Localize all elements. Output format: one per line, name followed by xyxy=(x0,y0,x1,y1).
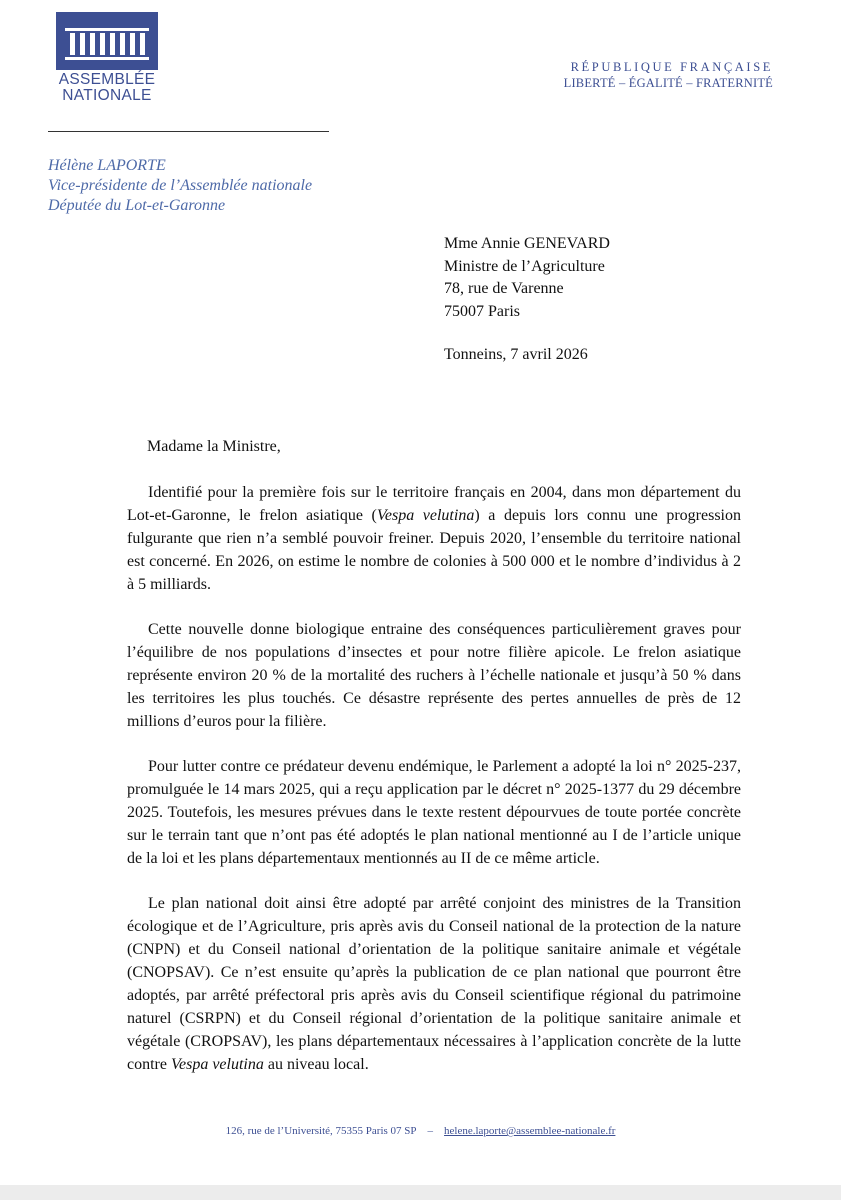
letter-body xyxy=(127,481,741,1098)
assemblee-columns-icon xyxy=(56,12,158,70)
footer-email-link[interactable]: helene.laporte@assemblee-nationale.fr xyxy=(444,1125,616,1137)
footer-address: 126, rue de l’Université, 75355 Paris 07 SP xyxy=(225,1125,417,1137)
salutation: Madame la Ministre, xyxy=(147,438,281,455)
footer-separator: – xyxy=(427,1125,434,1137)
paragraph-3: Pour lutter contre ce prédateur devenu endémique, le Parlement a adopté la loi n° 2025-237, promulguée le 14 mars 2025, qui a reçu application par le décret n° 2025-1377 du 29 décembre 2025. Toutefois, les mesures prévues dans le texte restent dépourvues de toute portée concrète sur le terrain tant que n’ont pas été adoptés le plan national mentionné au I de l’article unique de la loi et les plans départementaux mentionnés au II de ce même article. xyxy=(127,758,741,867)
recipient-city: 75007 Paris xyxy=(444,302,520,320)
page-bottom-edge xyxy=(0,1185,841,1200)
paragraph-1: Identifié pour la première fois sur le territoire français en 2004, dans mon département du Lot-et-Garonne, le frelon asiatique (Vespa velutina) a depuis lors connu une progression fulgurante que rien n’a semblé pouvoir freiner. Depuis 2020, l’ensemble du territoire national est concerné. En 2026, on estime le nombre de colonies à 500 000 et le nombre d’individus à 2 à 5 milliards. xyxy=(127,484,741,593)
species-name: Vespa velutina xyxy=(376,507,475,524)
recipient-street: 78, rue de Varenne xyxy=(444,280,564,297)
republic-motto: LIBERTÉ – ÉGALITÉ – FRATERNITÉ xyxy=(563,76,773,90)
sender-block xyxy=(48,156,312,216)
logo-line-1: ASSEMBLÉE xyxy=(58,71,156,88)
logo-wordmark xyxy=(55,72,159,104)
species-name: Vespa velutina xyxy=(170,1056,264,1073)
sender-title: Vice-présidente de l’Assemblée nationale xyxy=(48,177,313,194)
logo-line-2: NATIONALE xyxy=(62,87,152,104)
sender-role: Députée du Lot-et-Garonne xyxy=(48,197,226,214)
assemblee-nationale-logo xyxy=(55,12,159,104)
recipient-block xyxy=(444,233,610,323)
footer xyxy=(0,1124,841,1138)
letter-date: Tonneins, 7 avril 2026 xyxy=(444,346,588,363)
recipient-title: Ministre de l’Agriculture xyxy=(444,257,605,275)
paragraph-2: Cette nouvelle donne biologique entraine des conséquences particulièrement graves pour l’équilibre de nos populations d’insectes et pour notre filière apicole. Le frelon asiatique représente environ 20 % de la mortalité des ruchers à l’échelle nationale et jusqu’à 50 % dans les territoires les plus touchés. Ce désastre représente des pertes annuelles de près de 12 millions d’euros pour la filière. xyxy=(127,621,741,730)
header-divider xyxy=(48,131,329,132)
recipient-name: Mme Annie GENEVARD xyxy=(444,235,610,252)
republic-name: RÉPUBLIQUE FRANÇAISE xyxy=(570,60,773,74)
sender-name: Hélène LAPORTE xyxy=(48,157,166,174)
republic-header xyxy=(564,59,773,91)
paragraph-4: Le plan national doit ainsi être adopté par arrêté conjoint des ministres de la Transition écologique et de l’Agriculture, pris après avis du Conseil national de la protection de la nature (CNPN) et du Conseil national d’orientation de la politique sanitaire animale et végétale (CNOPSAV). Ce n’est ensuite qu’après la publication de ce plan national que pourront être adoptés, par arrêté préfectoral pris après avis du Conseil scientifique régional du patrimoine naturel (CSRPN) et du Conseil régional d’orientation de la politique sanitaire animale et végétale (CROPSAV), les plans départementaux nécessaires à l’application concrète de la lutte contre Vespa velutina au niveau local. xyxy=(127,895,741,1073)
